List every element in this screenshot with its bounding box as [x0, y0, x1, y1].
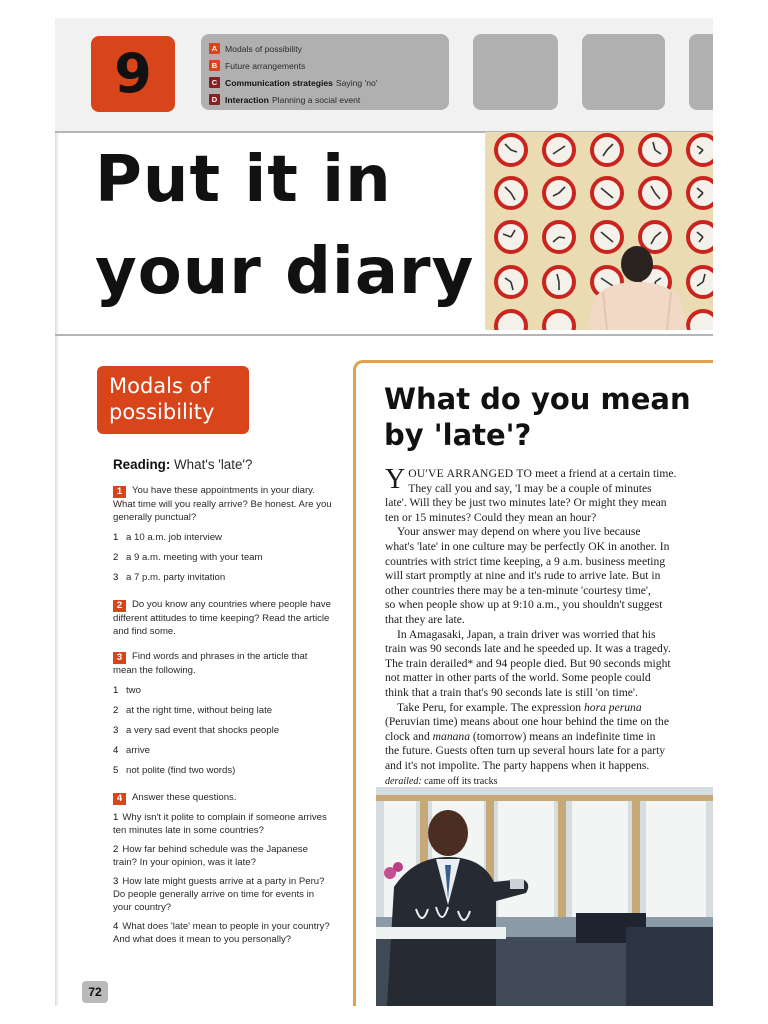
- exercise-3-instructions: Find words and phrases in the article that mean the following.: [113, 651, 308, 676]
- list-item: 2 a 9 a.m. meeting with your team: [113, 552, 263, 563]
- article-line: clock and: [385, 729, 430, 743]
- article-line: the future. Guests often turn up several hours late for a party: [385, 744, 666, 758]
- list-item-text: a 10 a.m. job interview: [126, 532, 222, 543]
- list-item-text: a very sad event that shocks people: [126, 725, 280, 736]
- exercise-number: 3: [113, 652, 126, 664]
- article-line: train was 90 seconds late and he speeded up. It was a tragedy.: [385, 642, 671, 656]
- article-line: (tomorrow) means an indefinite time in: [472, 729, 656, 743]
- list-item: 1 a 10 a.m. job interview: [113, 532, 222, 543]
- section-heading-box: [97, 366, 249, 434]
- unit-title-line-2: your diary: [95, 235, 475, 309]
- article-line: not matter in other parts of the world. Some people could: [385, 671, 651, 685]
- section-heading-line-2: possibility: [109, 400, 215, 424]
- exercise-4-instructions: Answer these questions.: [132, 792, 237, 803]
- topic-d: [209, 91, 449, 108]
- article-body: [385, 464, 713, 790]
- question-text: How late might guests arrive at a party in Peru? Do people generally arrive on time for events in your country?: [113, 876, 325, 913]
- article-line: other countries there may be a ten-minute 'courtesy time',: [385, 583, 651, 597]
- topic-letter-d: D: [209, 94, 220, 105]
- topic-d-detail: Planning a social event: [271, 94, 361, 105]
- exercise-number: 1: [113, 486, 126, 498]
- exercise-number: 2: [113, 600, 126, 612]
- question-item: 3 How late might guests arrive at a party in Peru? Do people generally arrive on time for events in your country?: [113, 876, 325, 913]
- businessman-checking-watch-photo: [376, 787, 713, 1006]
- exercises-column: [113, 458, 333, 954]
- list-item-text: a 9 a.m. meeting with your team: [126, 552, 263, 563]
- topic-c: [209, 74, 449, 91]
- exercise-3: [113, 650, 333, 777]
- unit-number-badge: 9: [91, 36, 175, 112]
- article-line: think that a train that's 90 seconds late is still 'on time'.: [385, 685, 638, 699]
- article-line: They call you and say, 'I may be a couple of minutes: [408, 481, 652, 495]
- article-dropcap: Y: [385, 464, 406, 495]
- list-item: 3 a very sad event that shocks people: [113, 725, 280, 736]
- article-title-line-1: What do you mean: [384, 382, 691, 416]
- article-line: Take Peru, for example. The expression: [397, 700, 582, 714]
- list-item: 3 a 7 p.m. party invitation: [113, 572, 226, 583]
- article-panel: [353, 360, 713, 1006]
- exercise-1-instructions: You have these appointments in your diary. What time will you really arrive? Be honest. Are you generally punctual?: [113, 485, 332, 523]
- unit-tab-placeholder: [582, 34, 665, 110]
- article-line: so when people show up at 9:10 a.m., you shouldn't suggest: [385, 598, 663, 612]
- list-item-text: not polite (find two words): [126, 765, 236, 776]
- topic-a-label: Modals of possibility: [225, 43, 302, 54]
- article-lead-caps: OU'VE ARRANGED TO: [408, 467, 533, 480]
- list-item: 5 not polite (find two words): [113, 765, 236, 776]
- article-line: Your answer may depend on where you live because: [397, 525, 641, 539]
- article-line: (Peruvian time) means about one hour behind the time on the: [385, 715, 669, 729]
- article-line: will start promptly at nine and it's rude to arrive late. But in: [385, 569, 661, 583]
- question-text: What does 'late' mean to people in your country? And what does it mean to you personally?: [113, 921, 330, 945]
- section-heading-line-1: Modals of: [109, 374, 210, 398]
- unit-title-line-1: Put it in: [95, 143, 392, 217]
- reading-title: What's 'late'?: [174, 457, 253, 472]
- exercise-1: [113, 484, 333, 584]
- clocks-wall-photo: [485, 132, 713, 330]
- textbook-page: [55, 18, 713, 1006]
- list-item: 2 at the right time, without being late: [113, 705, 273, 716]
- article-line: In Amagasaki, Japan, a train driver was worried that his: [397, 627, 656, 641]
- question-item: 4 What does 'late' mean to people in your country? And what does it mean to you personally?: [113, 921, 330, 945]
- question-item: 2 How far behind schedule was the Japanese train? In your opinion, was it late?: [113, 844, 308, 868]
- topic-c-label: Communication strategies: [225, 77, 333, 88]
- unit-tab-placeholder: [473, 34, 558, 110]
- list-item: 4 arrive: [113, 745, 150, 756]
- article-line: meet a friend at a certain time.: [535, 467, 677, 480]
- footnote-definition: came off its tracks: [424, 776, 498, 788]
- question-text: Why isn't it polite to complain if someone arrives ten minutes late in some countries?: [113, 812, 327, 836]
- article-title-line-2: by 'late'?: [384, 418, 532, 452]
- list-item-text: a 7 p.m. party invitation: [126, 572, 226, 583]
- list-item-text: arrive: [126, 745, 150, 756]
- article-line: that they are late.: [385, 612, 465, 626]
- topic-b-label: Future arrangements: [225, 60, 306, 71]
- title-divider: [55, 334, 713, 336]
- topic-a: [209, 40, 449, 57]
- unit-tab-placeholder: [689, 34, 713, 110]
- list-item-text: two: [126, 685, 141, 696]
- unit-topics-box: [201, 34, 449, 110]
- article-italic-term: hora peruna: [584, 700, 642, 714]
- page-number: 72: [82, 981, 108, 1003]
- article-italic-term: manana: [432, 729, 471, 743]
- unit-header-band: [55, 18, 713, 133]
- topic-c-detail: Saying 'no': [335, 77, 378, 88]
- topic-letter-b: B: [209, 60, 220, 71]
- exercise-2-instructions: Do you know any countries where people have different attitudes to time keeping? Read the article and find some.: [113, 599, 331, 637]
- topic-d-label: Interaction: [225, 94, 269, 105]
- question-text: How far behind schedule was the Japanese train? In your opinion, was it late?: [113, 844, 308, 868]
- exercise-4: [113, 791, 333, 946]
- article-title: [384, 381, 713, 453]
- reading-label: Reading:: [113, 457, 171, 472]
- reading-heading: [113, 458, 333, 471]
- page-gutter-shadow: [55, 18, 59, 1006]
- article-line: The train derailed* and 94 people died. But 90 seconds might: [385, 656, 671, 670]
- topic-letter-c: C: [209, 77, 220, 88]
- article-line: countries with strict time keeping, a 9 a.m. business meeting: [385, 554, 666, 568]
- topic-letter-a: A: [209, 43, 220, 54]
- article-line: late'. Will they be just two minutes late? Or might they mean: [385, 496, 667, 510]
- list-item-text: at the right time, without being late: [126, 705, 273, 716]
- footnote-term: derailed:: [385, 776, 422, 788]
- exercise-2: [113, 598, 333, 638]
- article-line: and it's not impolite. The party happens when it happens.: [385, 758, 650, 772]
- exercise-number: 4: [113, 793, 126, 805]
- article-line: ten or 15 minutes? Could they mean an hour?: [385, 510, 597, 524]
- article-line: what's 'late' in one culture may be perfectly OK in another. In: [385, 539, 670, 553]
- clocks-illustration: [485, 132, 713, 330]
- topic-b: [209, 57, 449, 74]
- question-item: 1 Why isn't it polite to complain if someone arrives ten minutes late in some countries?: [113, 812, 327, 836]
- list-item: 1 two: [113, 685, 141, 696]
- office-illustration: [376, 787, 713, 1006]
